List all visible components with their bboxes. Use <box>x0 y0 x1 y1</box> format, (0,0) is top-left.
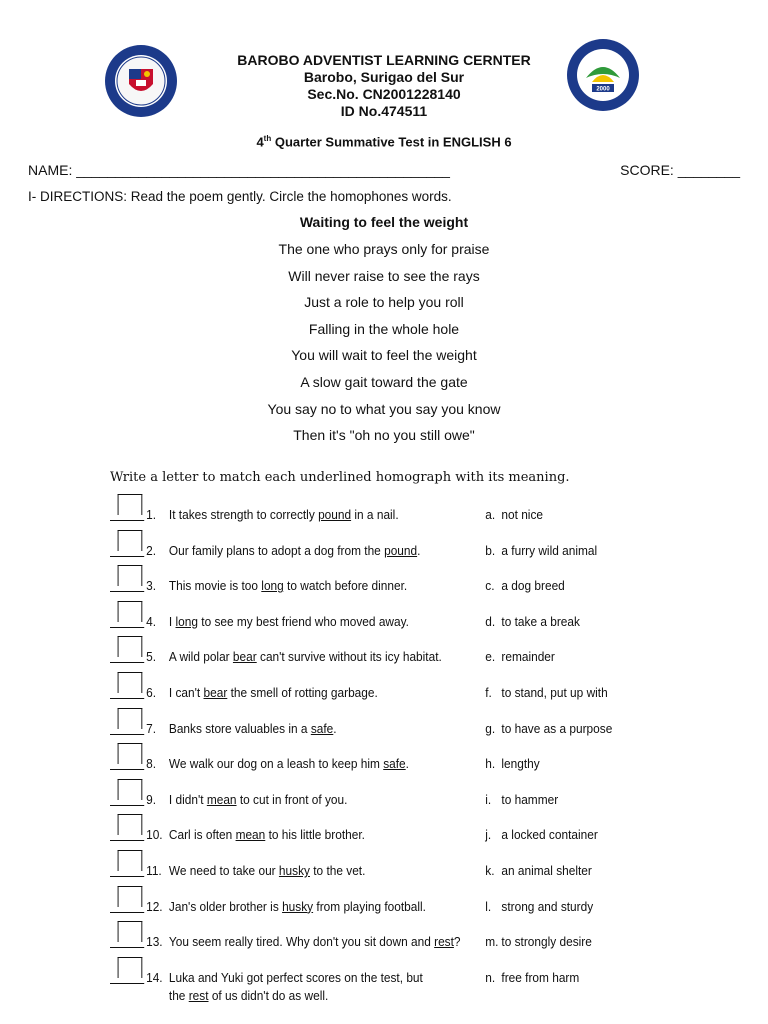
school-header <box>0 52 768 120</box>
item-number: 14. <box>146 970 163 985</box>
item-number: 11. <box>146 864 162 878</box>
id-number: ID No.474511 <box>340 103 428 119</box>
item-sentence: Jan's older brother is husky from playing football. <box>168 899 426 914</box>
answer-box[interactable] <box>118 601 143 622</box>
homograph-word: husky <box>282 899 314 914</box>
matching-item <box>110 751 728 785</box>
meaning-text: strong and sturdy <box>501 899 594 914</box>
matching-item <box>110 858 728 892</box>
matching-instruction: Write a letter to match each underlined homograph with its meaning. <box>110 470 570 485</box>
item-number: 12. <box>146 899 163 914</box>
homograph-word: long <box>261 579 284 594</box>
answer-box[interactable] <box>118 743 143 764</box>
directions: I- DIRECTIONS: Read the poem gently. Circle the homophones words. <box>28 189 452 204</box>
sec-number: Sec.No. CN2001228140 <box>307 86 461 102</box>
meaning-letter: j. <box>485 828 492 843</box>
homograph-word: bear <box>203 686 228 700</box>
matching-item <box>110 716 728 750</box>
score-field[interactable]: SCORE: ________ <box>620 162 740 178</box>
answer-box[interactable] <box>118 530 143 551</box>
answer-box[interactable] <box>118 921 143 942</box>
item-sentence-continued: the rest of us didn't do as well. <box>168 988 329 1003</box>
answer-blank[interactable] <box>110 538 144 557</box>
answer-box[interactable] <box>118 708 143 729</box>
matching-item <box>110 822 728 856</box>
svg-text:2000: 2000 <box>596 86 610 93</box>
item-sentence: Banks store valuables in a safe. <box>168 721 337 736</box>
item-sentence: I didn't mean to cut in front of you. <box>168 792 348 807</box>
answer-blank[interactable] <box>110 716 144 735</box>
item-sentence: This movie is too long to watch before dinner. <box>168 579 408 594</box>
name-field[interactable]: NAME: ________________________________________________ <box>28 162 450 178</box>
meaning-text: lengthy <box>501 757 540 772</box>
answer-box[interactable] <box>118 779 143 800</box>
item-sentence: Luka and Yuki got perfect scores on the test, but <box>168 970 423 985</box>
meaning-text: to strongly desire <box>501 935 592 950</box>
item-sentence: Our family plans to adopt a dog from the pound. <box>168 543 421 558</box>
meaning-letter: g. <box>485 721 496 736</box>
matching-item <box>110 573 728 607</box>
answer-blank[interactable] <box>110 644 144 663</box>
item-sentence: We need to take our husky to the vet. <box>168 864 366 878</box>
meaning-letter: c. <box>485 579 495 594</box>
meaning-text: a furry wild animal <box>501 543 598 558</box>
meaning-letter: b. <box>485 543 496 558</box>
meaning-letter: d. <box>485 614 496 629</box>
meaning-text: to have as a purpose <box>501 721 613 736</box>
meaning-text: an animal shelter <box>501 864 592 878</box>
matching-item <box>110 644 728 678</box>
meaning-text: to stand, put up with <box>501 686 608 700</box>
meaning-text: not nice <box>501 508 543 522</box>
meaning-letter: h. <box>485 757 496 772</box>
meaning-letter: a. <box>485 508 496 522</box>
answer-blank[interactable] <box>110 573 144 592</box>
meaning-text: to take a break <box>501 614 580 629</box>
item-number: 3. <box>146 579 157 594</box>
answer-box[interactable] <box>118 814 143 835</box>
answer-blank[interactable] <box>110 751 144 770</box>
homograph-word: husky <box>278 864 310 878</box>
item-number: 7. <box>146 721 157 736</box>
poem-line: Just a role to help you roll <box>304 294 464 311</box>
poem-line: You will wait to feel the weight <box>291 347 477 364</box>
meaning-letter: f. <box>485 686 492 700</box>
answer-blank[interactable] <box>110 858 144 877</box>
answer-blank[interactable] <box>110 502 144 521</box>
item-number: 9. <box>146 792 157 807</box>
answer-box[interactable] <box>118 957 143 978</box>
homograph-word: pound <box>318 508 352 522</box>
matching-item <box>110 502 728 536</box>
poem-title: Waiting to feel the weight <box>299 214 469 230</box>
item-number: 4. <box>146 614 157 629</box>
matching-item <box>110 538 728 572</box>
name-score-row <box>28 162 740 178</box>
meaning-text: a locked container <box>501 828 598 843</box>
item-sentence: It takes strength to correctly pound in a nail. <box>168 508 399 522</box>
answer-box[interactable] <box>118 850 143 871</box>
homograph-word: long <box>175 614 198 629</box>
item-number: 6. <box>146 686 157 700</box>
homograph-word: safe <box>310 721 334 736</box>
poem-line: Falling in the whole hole <box>308 320 460 337</box>
poem-line: The one who prays only for praise <box>278 241 490 257</box>
answer-box[interactable] <box>118 494 143 515</box>
meaning-letter: k. <box>485 864 495 878</box>
item-number: 1. <box>146 508 157 522</box>
answer-box[interactable] <box>118 565 143 586</box>
meaning-letter: e. <box>485 650 496 665</box>
answer-blank[interactable] <box>110 965 144 984</box>
meaning-text: remainder <box>501 650 555 665</box>
matching-item <box>110 609 728 643</box>
poem-line: Will never raise to see the rays <box>288 267 480 284</box>
item-sentence: A wild polar bear can't survive without its icy habitat. <box>168 650 442 665</box>
answer-box[interactable] <box>118 672 143 693</box>
test-title: 4th Quarter Summative Test in ENGLISH 6 <box>256 134 512 150</box>
item-sentence: I can't bear the smell of rotting garbage. <box>168 686 378 700</box>
matching-item <box>110 929 728 963</box>
answer-blank[interactable] <box>110 894 144 913</box>
meaning-text: free from harm <box>501 970 580 985</box>
item-sentence: You seem really tired. Why don't you sit down and rest? <box>168 935 461 950</box>
poem-line: A slow gait toward the gate <box>300 374 468 390</box>
matching-item <box>110 787 728 821</box>
meaning-letter: l. <box>485 899 492 914</box>
meaning-text: a dog breed <box>501 579 565 594</box>
homograph-word: mean <box>235 828 266 843</box>
item-number: 10. <box>146 828 163 843</box>
homograph-word: pound <box>384 543 418 558</box>
meaning-text: to hammer <box>501 792 559 807</box>
homograph-word: safe <box>383 757 406 772</box>
meaning-letter: n. <box>485 970 496 985</box>
item-sentence: We walk our dog on a leash to keep him safe. <box>168 757 409 772</box>
poem-line: Then it's "oh no you still owe" <box>293 427 475 444</box>
item-sentence: Carl is often mean to his little brother. <box>168 828 365 843</box>
homograph-word: bear <box>232 650 257 665</box>
answer-box[interactable] <box>118 886 143 907</box>
matching-item <box>110 965 728 1003</box>
item-sentence: I long to see my best friend who moved away. <box>168 614 409 629</box>
matching-item <box>110 894 728 928</box>
answer-blank[interactable] <box>110 929 144 948</box>
item-number: 2. <box>146 543 157 558</box>
answer-box[interactable] <box>118 636 143 657</box>
item-number: 8. <box>146 757 157 772</box>
item-number: 5. <box>146 650 157 665</box>
poem-line: You say no to what you say you know <box>267 400 501 417</box>
answer-blank[interactable] <box>110 822 144 841</box>
school-location: Barobo, Surigao del Sur <box>303 69 465 85</box>
matching-item <box>110 680 728 714</box>
meaning-letter: m. <box>485 935 499 950</box>
homograph-word: rest <box>188 988 209 1003</box>
school-name: BAROBO ADVENTIST LEARNING CERNTER <box>237 52 531 68</box>
answer-blank[interactable] <box>110 787 144 806</box>
answer-blank[interactable] <box>110 680 144 699</box>
homograph-word: rest <box>434 935 454 950</box>
meaning-letter: i. <box>485 792 492 807</box>
answer-blank[interactable] <box>110 609 144 628</box>
homograph-word: mean <box>206 792 237 807</box>
item-number: 13. <box>146 935 163 950</box>
